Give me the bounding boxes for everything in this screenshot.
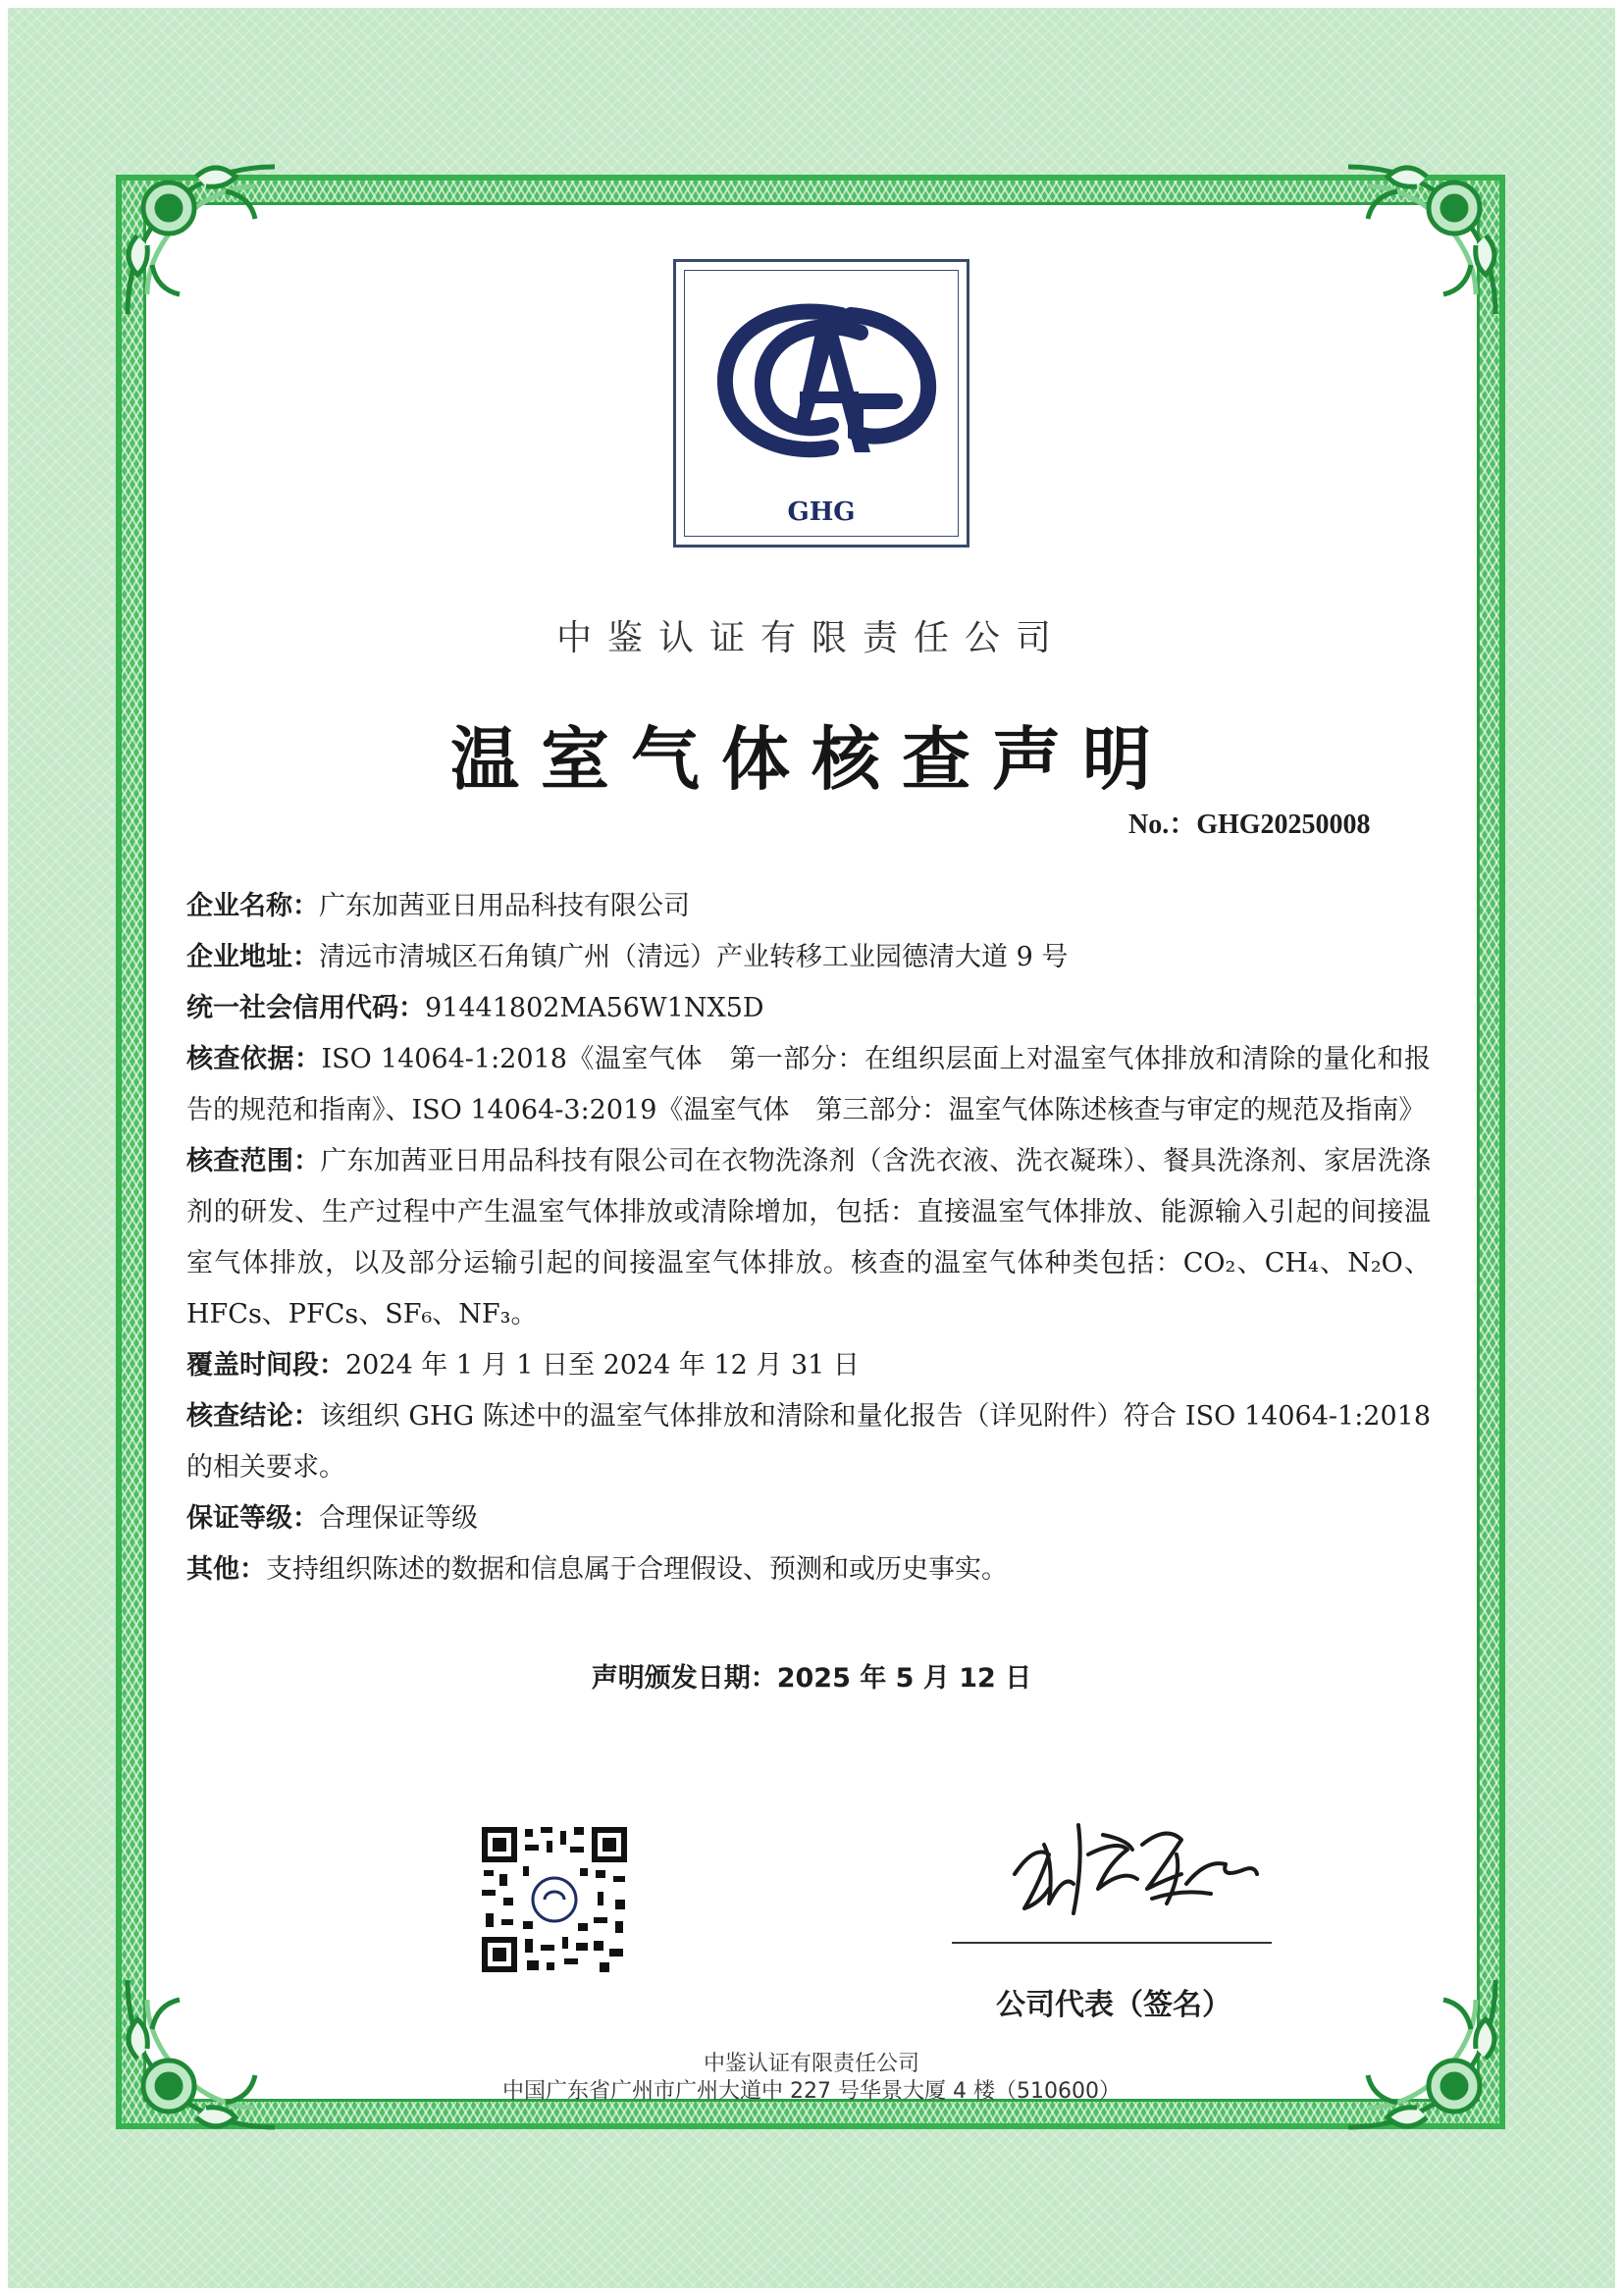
corner-ornament-icon — [108, 147, 294, 334]
logo-caption: GHG — [787, 497, 856, 527]
field-label: 保证等级： — [186, 1503, 319, 1534]
document-title: 温室气体核查声明 — [450, 719, 1173, 800]
field-assurance-level — [186, 1493, 1431, 1544]
corner-ornament-icon — [1329, 147, 1515, 334]
field-verification-basis — [186, 1034, 1431, 1136]
field-label: 统一社会信用代码： — [186, 993, 425, 1023]
field-verification-scope — [186, 1136, 1431, 1340]
field-value: 广东加茜亚日用品科技有限公司在衣物洗涤剂（含洗衣液、洗衣凝珠）、餐具洗涤剂、家居洗涤剂的研发、生产过程中产生温室气体排放或清除增加，包括：直接温室气体排放、能源输入引起的间接温室气体排放，以及部分运输引起的间接温室气体排放。核查的温室气体种类包括：CO₂、CH₄、N₂O、HFCs、PFCs、SF₆、NF₃。 — [186, 1146, 1431, 1330]
field-coverage-period — [186, 1340, 1431, 1391]
footer-company: 中鉴认证有限责任公司 — [703, 2052, 919, 2076]
signature-line — [952, 1942, 1272, 1944]
field-value: 2024 年 1 月 1 日至 2024 年 12 月 31 日 — [345, 1350, 860, 1381]
cag-logo-icon — [694, 276, 949, 492]
field-credit-code — [186, 983, 1431, 1034]
issue-date: 声明颁发日期：2025 年 5 月 12 日 — [591, 1663, 1032, 1694]
field-value: 清远市清城区石角镇广州（清远）产业转移工业园德清大道 9 号 — [319, 942, 1069, 972]
field-value: ISO 14064-1:2018《温室气体 第一部分：在组织层面上对温室气体排放和清除的量化和报告的规范和指南》、ISO 14064-3:2019《温室气体 第三部分：温室气体陈述核查与审定的规范及指南》 — [186, 1044, 1431, 1125]
field-label: 企业地址： — [186, 942, 319, 972]
field-company-name — [186, 881, 1431, 932]
field-company-address — [186, 932, 1431, 983]
handwritten-signature — [1005, 1805, 1260, 1933]
field-value: 合理保证等级 — [319, 1503, 478, 1534]
field-value: 91441802MA56W1NX5D — [425, 993, 764, 1023]
footer-address: 中国广东省广州市广州大道中 227 号华景大厦 4 楼（510600） — [502, 2079, 1121, 2104]
field-label: 核查依据： — [186, 1044, 322, 1074]
field-label: 覆盖时间段： — [186, 1350, 345, 1381]
field-value: 该组织 GHG 陈述中的温室气体排放和清除和量化报告（详见附件）符合 ISO 14064-1:2018 的相关要求。 — [186, 1401, 1432, 1483]
field-label: 核查结论： — [186, 1401, 321, 1432]
field-label: 核查范围： — [186, 1146, 321, 1176]
field-label: 其他： — [186, 1554, 266, 1585]
signature-label: 公司代表（签名） — [996, 1988, 1231, 2022]
field-verification-conclusion — [186, 1391, 1431, 1493]
ghg-logo — [673, 259, 969, 548]
field-value: 广东加茜亚日用品科技有限公司 — [319, 891, 690, 921]
statement-fields — [186, 881, 1431, 1595]
field-label: 企业名称： — [186, 891, 319, 921]
issuer-name: 中鉴认证有限责任公司 — [555, 618, 1067, 658]
certificate-number: No.：GHG20250008 — [1128, 809, 1371, 840]
field-value: 支持组织陈述的数据和信息属于合理假设、预测和或历史事实。 — [266, 1554, 1008, 1585]
qr-code-icon — [482, 1827, 627, 1972]
field-other — [186, 1544, 1431, 1595]
